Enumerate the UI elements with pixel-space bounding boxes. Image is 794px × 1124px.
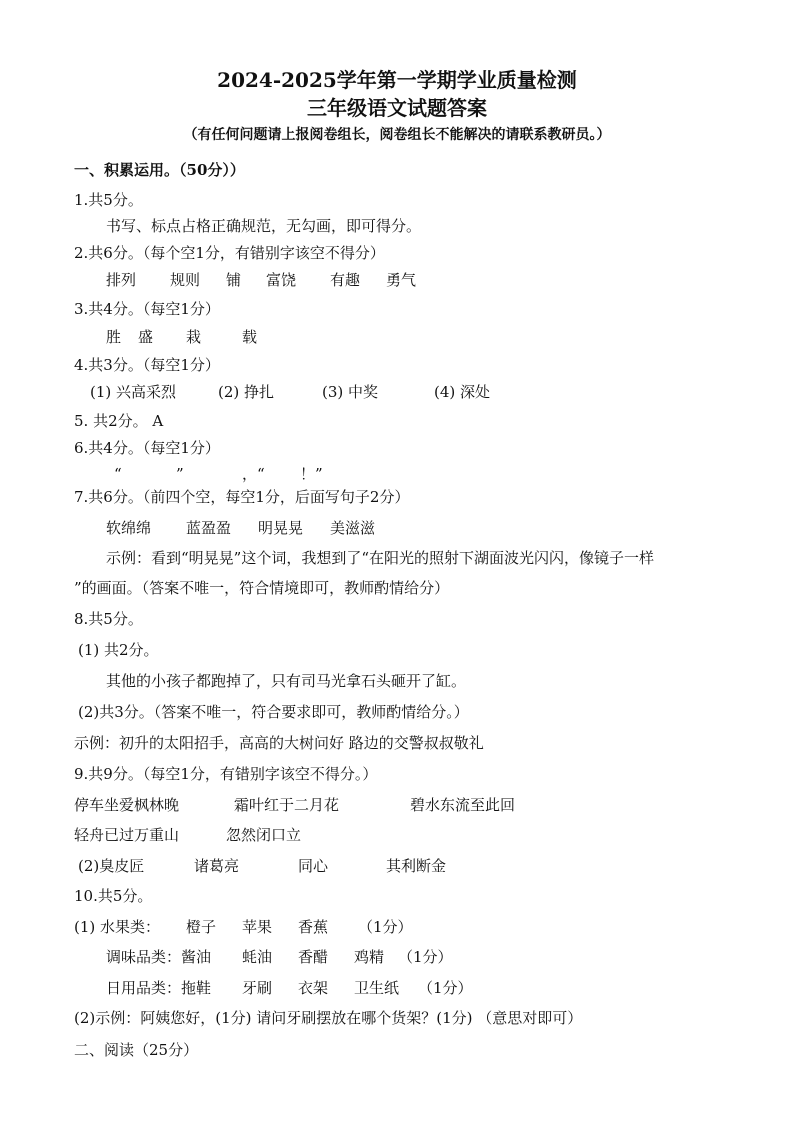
- answer-word: 诸葛亮: [194, 857, 240, 875]
- answer-word: 同心: [298, 857, 329, 875]
- q10-head: 10.共5分。: [74, 887, 153, 905]
- q10-fruit-row: [0, 917, 794, 937]
- q8-part2-example: 示例：初升的太阳招手，高高的大树问好 路边的交警叔叔敬礼: [74, 734, 484, 752]
- q8-part2-head: (2)共3分。（答案不唯一，符合要求即可，教师酌情给分。）: [78, 703, 469, 721]
- poem-line: 霜叶红于二月花: [234, 796, 340, 814]
- answer-word: 栽: [186, 328, 202, 346]
- q8-part1-head: (1) 共2分。: [78, 641, 159, 659]
- punctuation-mark: “: [114, 465, 122, 483]
- poem-line: 碧水东流至此回: [410, 796, 516, 814]
- q9-row-3: [0, 856, 794, 876]
- exam-subtitle: 三年级语文试题答案: [307, 96, 487, 120]
- answer-word: 牙刷: [242, 979, 273, 997]
- q10-seasoning-row: [0, 947, 794, 967]
- q8-part1-body: 其他的小孩子都跑掉了，只有司马光拿石头砸开了缸。: [106, 672, 467, 690]
- answer-item: (3) 中奖: [322, 383, 379, 401]
- exam-title: 2024-2025学年第一学期学业质量检测: [217, 68, 577, 92]
- answer-word: 有趣: [330, 271, 361, 289]
- q6-head: 6.共4分。（每空1分）: [74, 439, 220, 457]
- q3-head: 3.共4分。（每空1分）: [74, 300, 220, 318]
- answer-word: 铺: [226, 271, 242, 289]
- q10-part2: (2)示例：阿姨您好，(1分) 请问牙刷摆放在哪个货架？(1分) （意思对即可）: [74, 1009, 583, 1027]
- q8-head: 8.共5分。: [74, 610, 143, 628]
- answer-word: 盛: [138, 328, 154, 346]
- answer-word: 卫生纸: [354, 979, 400, 997]
- q5-head: 5. 共2分。 A: [74, 412, 164, 430]
- answer-word: 衣架: [298, 979, 329, 997]
- answer-word: 香醋: [298, 948, 329, 966]
- answer-item: (2) 挣扎: [218, 383, 275, 401]
- poem-line: 忽然闭口立: [226, 826, 302, 844]
- answer-item: (1) 兴高采烈: [90, 383, 177, 401]
- answer-word: 鸡精: [354, 948, 385, 966]
- q10-daily-row: [0, 978, 794, 998]
- answer-word: 香蕉: [298, 918, 329, 936]
- score-note: （1分）: [418, 979, 473, 997]
- q1-head: 1.共5分。: [74, 191, 143, 209]
- punctuation-mark: ，“: [242, 465, 265, 483]
- answer-word: 其利断金: [386, 857, 447, 875]
- answer-word: 苹果: [242, 918, 273, 936]
- q9-row-1: [0, 795, 794, 815]
- answer-word: 规则: [170, 271, 201, 289]
- score-note: （1分）: [358, 918, 413, 936]
- grading-note: （有任何问题请上报阅卷组长，阅卷组长不能解决的请联系教研员。）: [183, 127, 611, 143]
- section-2-heading: 二、阅读（25分）: [74, 1041, 199, 1059]
- category-label: 调味品类：酱油: [106, 948, 212, 966]
- section-1-heading: 一、积累运用。（50分））: [74, 161, 245, 179]
- answer-word: 排列: [106, 271, 137, 289]
- punctuation-mark: ”: [176, 465, 184, 483]
- q7-head: 7.共6分。（前四个空，每空1分，后面写句子2分）: [74, 488, 410, 506]
- q9-row-2: [0, 825, 794, 845]
- answer-word: 橙子: [186, 918, 217, 936]
- poem-line: 停车坐爱枫林晚: [74, 796, 180, 814]
- punctuation-mark: ！”: [300, 465, 323, 483]
- answer-word: 富饶: [266, 271, 297, 289]
- q4-head: 4.共3分。（每空1分）: [74, 356, 220, 374]
- q9-head: 9.共9分。（每空1分，有错别字该空不得分。）: [74, 765, 378, 783]
- answer-word: 蓝盈盈: [186, 519, 232, 537]
- answer-word: (2)臭皮匠: [78, 857, 145, 875]
- q4-answers: [0, 382, 794, 402]
- category-label: (1) 水果类：: [74, 918, 161, 936]
- q7-example-line-1: 示例：看到“明晃晃”这个词，我想到了“在阳光的照射下湖面波光闪闪，像镜子一样: [106, 549, 655, 567]
- q7-example-line-2: ”的画面。（答案不唯一，符合情境即可，教师酌情给分）: [74, 579, 450, 597]
- answer-word: 明晃晃: [258, 519, 304, 537]
- q3-answers: [0, 327, 794, 347]
- poem-line: 轻舟已过万重山: [74, 826, 180, 844]
- category-label: 日用品类：拖鞋: [106, 979, 212, 997]
- answer-word: 胜: [106, 328, 122, 346]
- answer-word: 蚝油: [242, 948, 273, 966]
- q7-answers: [0, 518, 794, 538]
- score-note: （1分）: [398, 948, 453, 966]
- answer-word: 载: [242, 328, 258, 346]
- q2-head: 2.共6分。（每个空1分，有错别字该空不得分）: [74, 244, 385, 262]
- q6-answers: [0, 464, 794, 484]
- q1-body: 书写、标点占格正确规范，无勾画，即可得分。: [106, 217, 422, 235]
- answer-word: 软绵绵: [106, 519, 152, 537]
- answer-word: 勇气: [386, 271, 417, 289]
- answer-word: 美滋滋: [330, 519, 376, 537]
- answer-item: (4) 深处: [434, 383, 491, 401]
- q2-answers: [0, 270, 794, 290]
